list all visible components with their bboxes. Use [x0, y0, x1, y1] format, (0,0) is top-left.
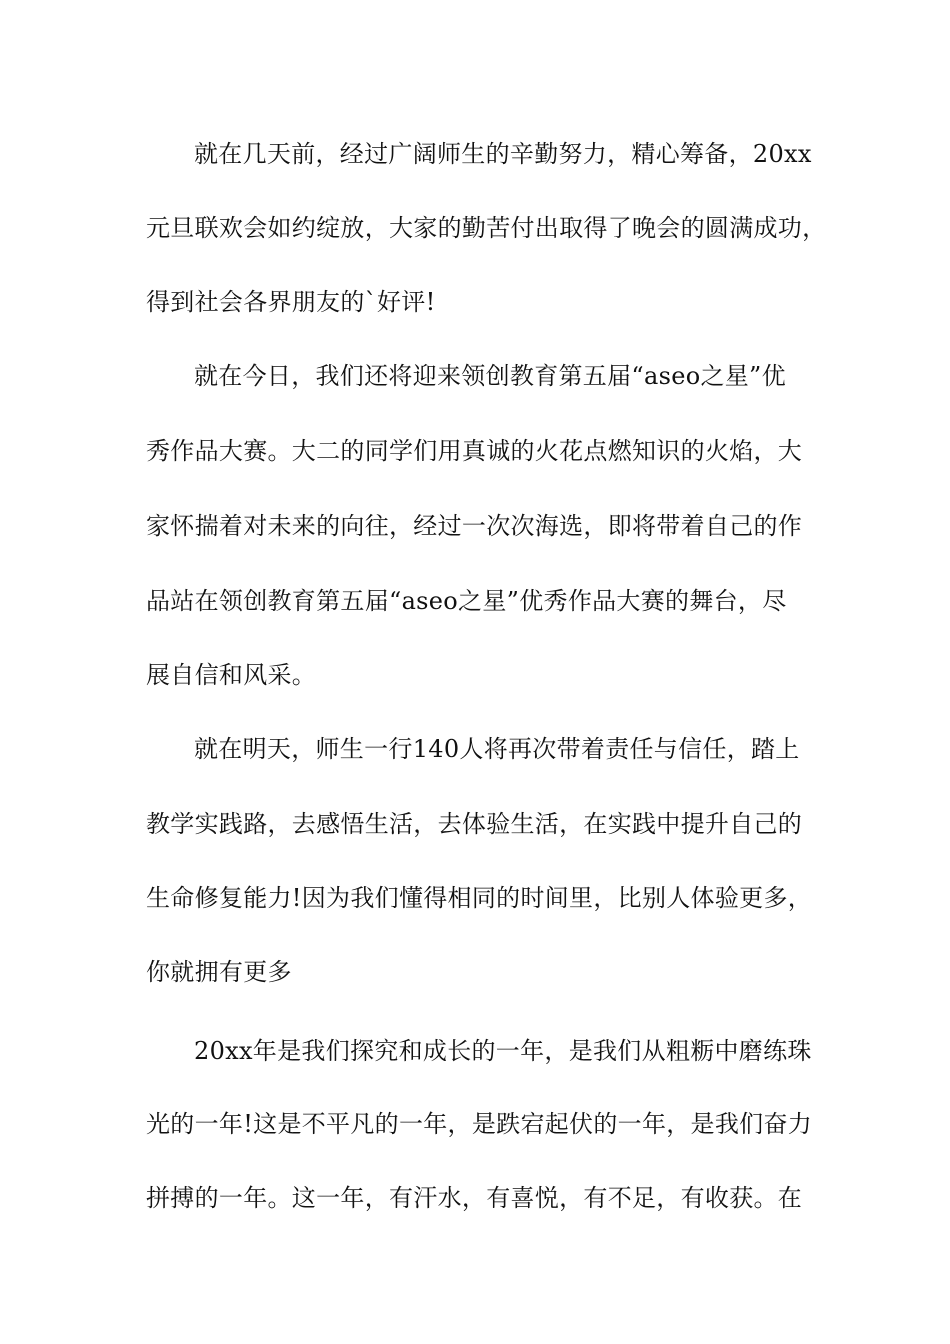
- text-line: 就在几天前，经过广阔师生的辛勤努力，精心筹备，20xx: [194, 140, 812, 168]
- text-line: 就在明天，师生一行140人将再次带着责任与信任，踏上: [194, 735, 800, 763]
- text-line: 展自信和风采。: [146, 661, 317, 689]
- text-line: 品站在领创教育第五届“aseo之星”优秀作品大赛的舞台，尽: [146, 587, 787, 615]
- text-line: 生命修复能力!因为我们懂得相同的时间里，比别人体验更多，: [146, 884, 813, 912]
- text-line: 元旦联欢会如约绽放，大家的勤苦付出取得了晚会的圆满成功，: [146, 214, 827, 242]
- text-line: 20xx年是我们探究和成长的一年，是我们从粗粝中磨练珠: [194, 1037, 812, 1065]
- text-line: 拼搏的一年。这一年，有汗水，有喜悦，有不足，有收获。在: [146, 1184, 803, 1212]
- text-line: 光的一年!这是不平凡的一年，是跌宕起伏的一年，是我们奋力: [146, 1110, 813, 1138]
- text-line: 就在今日，我们还将迎来领创教育第五届“aseo之星”优: [194, 362, 786, 390]
- text-line: 家怀揣着对未来的向往，经过一次次海选，即将带着自己的作: [146, 512, 803, 540]
- text-line: 秀作品大赛。大二的同学们用真诚的火花点燃知识的火焰，大: [146, 437, 803, 465]
- text-line: 你就拥有更多: [146, 958, 292, 986]
- text-line: 得到社会各界朋友的`好评!: [146, 288, 436, 316]
- text-line: 教学实践路，去感悟生活，去体验生活，在实践中提升自己的: [146, 810, 803, 838]
